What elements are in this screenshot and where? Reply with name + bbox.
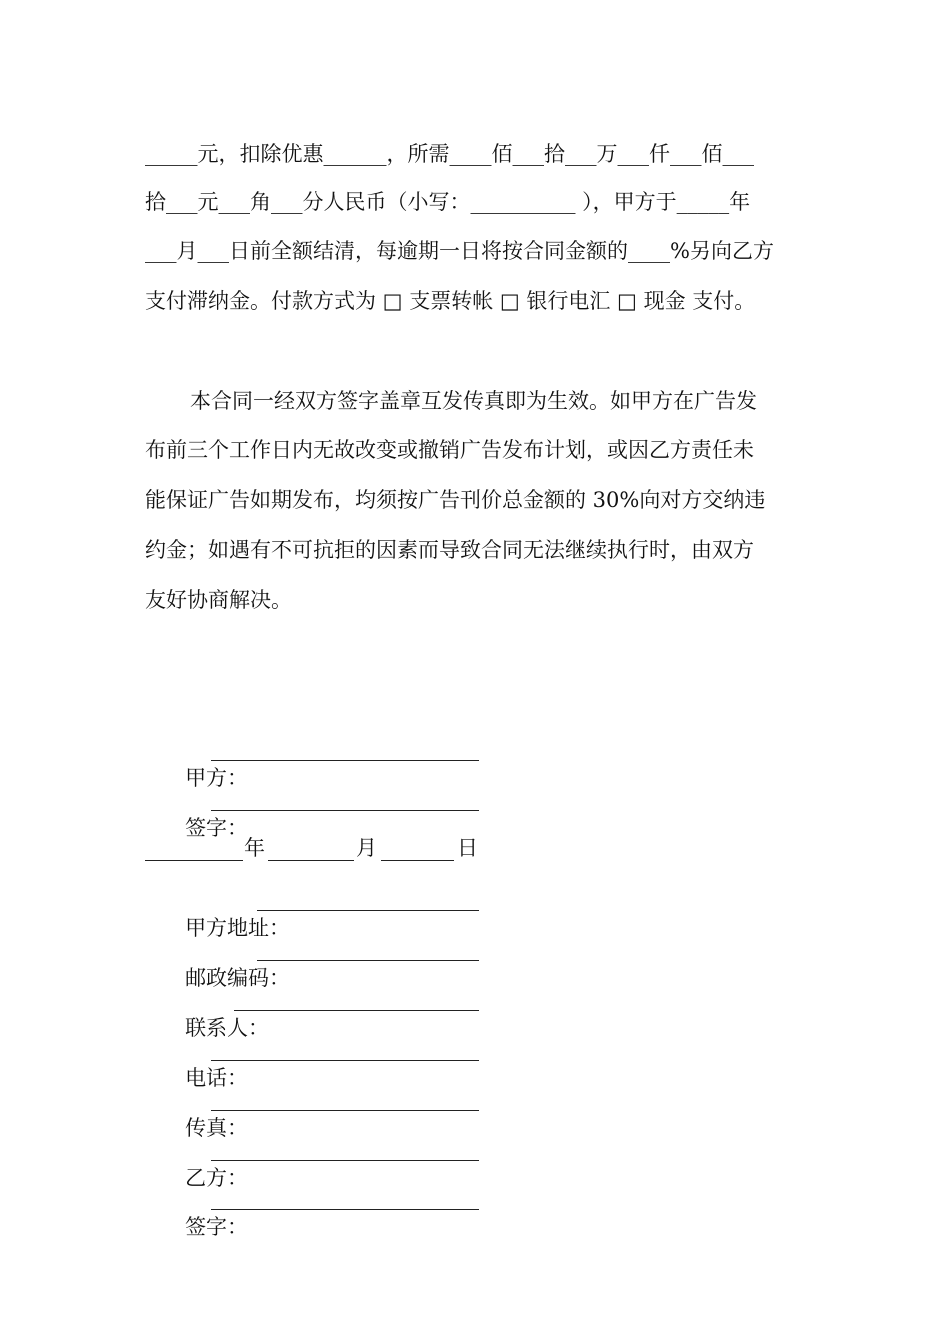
phone-row xyxy=(145,1033,249,1090)
month-field[interactable] xyxy=(268,860,354,861)
party-a-address-row xyxy=(145,883,291,940)
validity-line-5: 友好协商解决。 xyxy=(145,588,292,612)
party-b-row xyxy=(145,1133,249,1190)
month-label: 月 xyxy=(356,836,377,860)
party-a-label: 甲方： xyxy=(185,766,249,790)
signature-a-field[interactable] xyxy=(211,810,479,811)
payment-line-2: 拾___元___角___分人民币（小写：__________ ），甲方于_____年 xyxy=(145,190,751,214)
contact-person-field[interactable] xyxy=(234,1010,479,1011)
date-row xyxy=(145,833,480,863)
fax-label: 传真： xyxy=(185,1116,249,1140)
day-label: 日 xyxy=(457,836,478,860)
postal-code-label: 邮政编码： xyxy=(185,966,291,990)
signature-b-row xyxy=(145,1182,249,1239)
party-a-row xyxy=(145,733,249,790)
signature-b-field[interactable] xyxy=(211,1209,479,1210)
contact-person-label: 联系人： xyxy=(185,1016,270,1040)
party-b-field[interactable] xyxy=(211,1160,479,1161)
phone-label: 电话： xyxy=(185,1066,249,1090)
phone-field[interactable] xyxy=(211,1060,479,1061)
party-a-field[interactable] xyxy=(211,760,479,761)
party-a-address-field[interactable] xyxy=(257,910,479,911)
signature-a-row xyxy=(145,783,249,840)
validity-line-1: 本合同一经双方签字盖章互发传真即为生效。如甲方在广告发 xyxy=(190,389,757,413)
fax-field[interactable] xyxy=(211,1110,479,1111)
contact-person-row xyxy=(145,983,270,1040)
validity-line-4: 约金；如遇有不可抗拒的因素而导致合同无法继续执行时，由双方 xyxy=(145,538,754,562)
signature-a-label: 签字： xyxy=(185,816,249,840)
party-a-address-label: 甲方地址： xyxy=(185,916,291,940)
validity-line-2: 布前三个工作日内无故改变或撤销广告发布计划，或因乙方责任未 xyxy=(145,438,754,462)
payment-line-1: _____元，扣除优惠______，所需____佰___拾___万___仟___佰___ xyxy=(145,142,754,166)
party-b-label: 乙方： xyxy=(185,1166,249,1190)
day-field[interactable] xyxy=(381,860,454,861)
postal-code-field[interactable] xyxy=(257,960,479,961)
postal-code-row xyxy=(145,933,291,990)
year-label: 年 xyxy=(244,836,265,860)
payment-line-4: 支付滞纳金。付款方式为 □ 支票转帐 □ 银行电汇 □ 现金 支付。 xyxy=(145,289,756,313)
signature-b-label: 签字： xyxy=(185,1215,249,1239)
fax-row xyxy=(145,1083,249,1140)
year-field[interactable] xyxy=(145,860,243,861)
validity-line-3: 能保证广告如期发布，均须按广告刊价总金额的 30%向对方交纳违 xyxy=(145,488,766,512)
payment-line-3: ___月___日前全额结清，每逾期一日将按合同金额的____%另向乙方 xyxy=(145,239,774,263)
